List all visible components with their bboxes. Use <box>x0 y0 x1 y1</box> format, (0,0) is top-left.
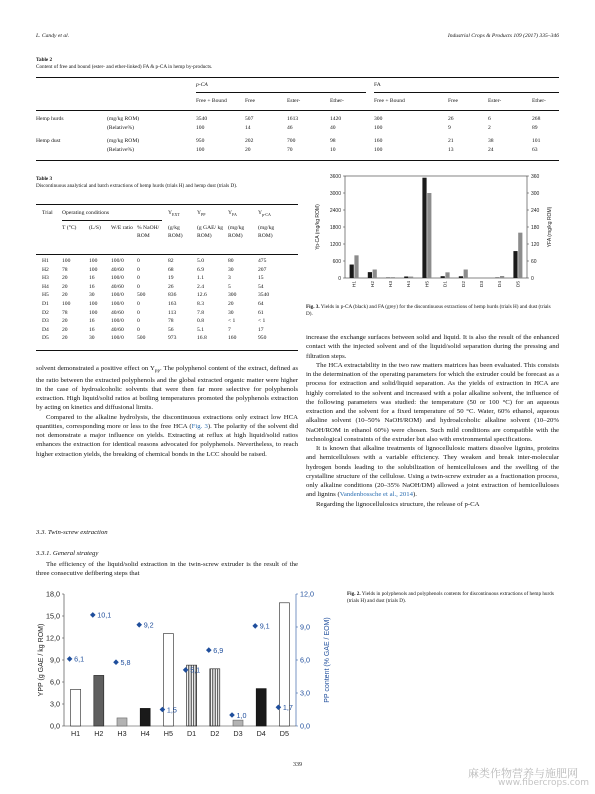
pp-content-label: 1,0 <box>236 710 247 720</box>
table-cell: 5.0 <box>197 258 204 264</box>
pp-content-marker <box>206 647 212 653</box>
table-cell: 40 <box>330 125 336 131</box>
paragraph: Compared to the alkaline hydrolysis, the discontinuous extractions only extract low HCA quantities, corresponding more or less to the free HCA (Fig. 3). The polarity of the solvent did not demonstrate a major influence on yields. Extracting at reflux at high liquid/solid ratios enhances the extraction for identical reasons advocated for polyphenols. Nevertheless, to reach higher extraction yields, the breaking of chemical bonds in the LCC should be raised. <box>36 413 299 458</box>
x-tick-label: D3 <box>233 729 243 738</box>
table3-unit-pca: (mg/kg ROM) <box>258 225 275 239</box>
table-cell: 1613 <box>287 116 299 122</box>
y-tick-label: 0,0 <box>50 721 60 731</box>
table-cell: 20 <box>62 292 68 299</box>
table-cell: 26 <box>448 116 454 122</box>
table2-subhead: Free <box>245 98 255 104</box>
section-heading-3-3-1: 3.3.1. General strategy <box>36 550 99 557</box>
paragraph: The efficiency of the liquid/solid extraction in the twin-screw extruder is the result of the three consecutive defibering steps that <box>36 561 298 578</box>
pca-bar <box>459 276 463 278</box>
x-tick-label: D1 <box>443 281 449 288</box>
table-cell: 20 <box>62 326 68 333</box>
x-tick-label: H4 <box>140 729 150 738</box>
table-cell: 160 <box>374 138 383 144</box>
pca-bar <box>513 251 517 278</box>
pp-content-label: 9,1 <box>259 621 270 631</box>
table-cell: 3540 <box>258 292 270 299</box>
table-cell: 6.9 <box>197 266 204 273</box>
table-cell: 82 <box>168 258 174 264</box>
right-column-text <box>306 333 559 509</box>
pp-yield-bar <box>94 675 104 726</box>
table-cell: 16 <box>89 326 95 333</box>
table-cell: D1 <box>42 301 49 307</box>
y2-tick-label: 60 <box>531 258 537 265</box>
table-cell: 507 <box>245 116 254 122</box>
y-tick-label: 3000 <box>329 190 341 197</box>
table-cell: < 1 <box>258 318 266 325</box>
y-tick-label: 18,0 <box>46 589 60 599</box>
y2-tick-label: 3,0 <box>300 688 310 698</box>
table-cell: 0 <box>137 275 140 282</box>
table-cell: H1 <box>42 258 49 264</box>
table-cell: 16.8 <box>197 335 207 342</box>
pp-content-label: 10,1 <box>97 610 112 620</box>
y-axis-label: YPP (g GAE / kg ROM) <box>38 623 45 697</box>
table-cell: 3540 <box>196 116 208 122</box>
table2-subhead: Ether- <box>532 98 546 104</box>
x-tick-label: H5 <box>163 729 174 738</box>
pp-content-marker <box>67 656 73 662</box>
table3-unit-ext: (g/kg ROM) <box>168 225 183 239</box>
table-cell: 12.6 <box>197 292 207 299</box>
x-tick-label: D5 <box>516 281 522 288</box>
table-cell: 64 <box>258 301 264 307</box>
table2-rule-pca <box>196 92 366 93</box>
fa-bar <box>373 270 377 279</box>
table-cell: 475 <box>258 258 267 264</box>
table-cell: 100/0 <box>111 318 124 325</box>
table3-sub-we: W/E ratio <box>111 225 133 231</box>
pp-yield-bar <box>71 689 81 726</box>
table3-h-trial: Trial <box>42 210 53 216</box>
table-cell: 40/60 <box>111 266 124 273</box>
table-cell: 15 <box>258 275 264 282</box>
table3-unit-fa: (mg/kg ROM) <box>228 225 245 239</box>
fig2-caption-label: Fig. 2. <box>347 591 361 597</box>
table-cell: 56 <box>168 326 174 333</box>
pca-bar <box>404 276 408 278</box>
table-cell: 950 <box>196 138 205 144</box>
pca-bar <box>422 178 426 278</box>
table2-row-unit: (mg/kg ROM) <box>107 138 140 144</box>
table-cell: 80 <box>228 258 234 264</box>
table2-group-fa: FA <box>374 82 381 88</box>
y2-tick-label: 360 <box>531 173 540 180</box>
table-cell: H5 <box>42 292 49 299</box>
running-header-authors: L. Candy et al. <box>36 33 70 39</box>
table-cell: 100 <box>196 147 205 153</box>
y-tick-label: 2400 <box>329 207 341 214</box>
pp-content-label: 5,1 <box>190 665 201 675</box>
table3-sub-ls: (L/S) <box>89 225 101 231</box>
fig3-link[interactable]: Fig. 3 <box>191 422 208 430</box>
x-tick-label: D3 <box>480 281 485 288</box>
table-cell: 20 <box>228 301 234 307</box>
y-tick-label: 15,0 <box>46 611 60 621</box>
table-cell: 61 <box>258 309 264 316</box>
table-row <box>0 335 300 344</box>
y-tick-label: 1200 <box>329 241 341 248</box>
y-tick-label: 6,0 <box>50 677 60 687</box>
watermark-url: www.fibercrops.com <box>498 778 589 788</box>
pca-bar <box>350 265 354 278</box>
x-tick-label: H1 <box>352 281 358 288</box>
table-cell: 100/0 <box>111 301 124 307</box>
pp-content-label: 6,9 <box>213 645 224 655</box>
table-cell: D5 <box>42 335 49 342</box>
table-cell: 500 <box>137 292 146 299</box>
x-tick-label: H3 <box>389 281 394 288</box>
y2-tick-label: 6,0 <box>300 655 310 665</box>
pp-content-marker <box>229 712 235 718</box>
pp-yield-bar <box>233 720 243 726</box>
table-cell: 268 <box>532 116 541 122</box>
table-cell: 10 <box>330 147 336 153</box>
table3-caption <box>36 176 298 189</box>
table-cell: 207 <box>258 266 267 273</box>
table-cell: 100 <box>89 309 98 316</box>
table-cell: 68 <box>168 266 174 273</box>
pp-content-marker <box>252 623 258 629</box>
pp-content-label: 1,5 <box>166 705 177 715</box>
table-cell: 0 <box>137 326 140 333</box>
table2-row-unit: (Relative%) <box>107 147 135 153</box>
table-cell: 836 <box>168 292 177 299</box>
paragraph: increase the exchange surfaces between solid and liquid. It is also the result of the enhanced contact with the injected solvent and of the liquid/solid separation during the pressing and filtration steps. <box>306 334 559 360</box>
x-tick-label: H1 <box>70 729 81 738</box>
y-tick-label: 600 <box>332 258 341 265</box>
paragraph: The HCA extractability in the two raw matters matrices has been evaluated. This consists in the determination of the operating parameters for which the extruder could be forecast as a process for extraction and solid/liquid separation. As the yields of extraction in HCA are highly correlated to the solvent and increased with a polar alkaline solvent, the influence of the following parameters was studied: the temperature (50 or 100 °C) for an aqueous extraction and the solvent for a fixed temperature of 50 °C. Water, 60% ethanol, aqueous alkaline solvent (10–50% NaOH/ROM) and hydroalcoholic alkaline solvent (10–20% NaOH/ROM in ethanol 60%) were chosen. Such mild conditions are compatible with the technological constraints of the extruder but also with environmental specifications. <box>306 361 559 443</box>
table2-rule-fa <box>374 92 559 93</box>
fig3-caption <box>306 304 558 317</box>
table2-group-pca: p-CA <box>196 82 208 88</box>
fa-bar <box>500 276 504 278</box>
table-cell: H3 <box>42 275 49 282</box>
table3-unit-pp: (g GAE/ kg ROM) <box>197 225 224 239</box>
y-tick-label: 12,0 <box>46 633 60 643</box>
table-cell: 100 <box>89 301 98 307</box>
table-cell: 0 <box>137 309 140 316</box>
table-cell: 21 <box>448 138 454 144</box>
table-cell: 2.4 <box>197 283 204 290</box>
y2-tick-label: 180 <box>531 224 540 231</box>
fig3-caption-label: Fig. 3. <box>306 304 320 310</box>
table3-h-yext: $Y_{EXT}$ <box>168 210 180 218</box>
table2-row-unit: (Relative%) <box>107 125 135 131</box>
fig3-caption-text: Yields in p-CA (black) and FA (grey) for the discontinuous extractions of hemp hurds (trials H) and dust (trials D). <box>306 304 551 317</box>
y2-axis-label: YFA (mg/kg ROM) <box>547 206 553 248</box>
left-column-text <box>36 364 298 459</box>
table-cell: 98 <box>330 138 336 144</box>
table-cell: 20 <box>62 318 68 325</box>
table-cell: 300 <box>228 292 237 299</box>
y2-tick-label: 12,0 <box>300 589 314 599</box>
table3-rule-conditions <box>62 220 162 221</box>
table-cell: D3 <box>42 318 49 325</box>
table-cell: 20 <box>62 283 68 290</box>
table-cell: 78 <box>168 318 174 325</box>
pca-bar <box>441 276 445 278</box>
table-cell: 30 <box>89 335 95 342</box>
table-cell: 17 <box>258 326 264 333</box>
table-cell: 8.3 <box>197 301 204 307</box>
table-cell: 19 <box>168 275 174 282</box>
table-cell: 100/0 <box>111 258 124 264</box>
x-tick-label: D2 <box>210 729 220 738</box>
table-cell: 950 <box>258 335 267 342</box>
pp-content-label: 9,2 <box>143 620 154 630</box>
table-row <box>0 147 595 156</box>
pp-yield-bar <box>210 669 220 726</box>
fig2-caption <box>347 591 559 604</box>
x-tick-label: H2 <box>370 281 376 288</box>
table-cell: 30 <box>228 309 234 316</box>
table2-subhead: Ester- <box>488 98 502 104</box>
x-tick-label: D1 <box>186 729 197 738</box>
table-cell: D4 <box>42 326 49 333</box>
pp-yield-bar <box>117 718 127 726</box>
table-cell: 89 <box>532 125 538 131</box>
table-cell: 70 <box>287 147 293 153</box>
table2-row-name: Hemp dust <box>36 138 61 144</box>
y-tick-label: 3600 <box>329 173 341 180</box>
table2-subhead: Ether- <box>330 98 344 104</box>
x-tick-label: H4 <box>407 281 413 288</box>
table-cell: 100 <box>62 258 71 264</box>
table-cell: 0 <box>137 258 140 264</box>
table2-label: Table 2 <box>36 57 53 63</box>
table-cell: 38 <box>488 138 494 144</box>
table3-h-conditions: Operating conditions <box>62 210 110 216</box>
table-cell: 0 <box>137 301 140 307</box>
table3-header <box>0 208 300 256</box>
table-cell: 100/0 <box>111 335 124 342</box>
y2-tick-label: 0,0 <box>300 721 310 731</box>
table-cell: 100/0 <box>111 275 124 282</box>
pp-content-marker <box>136 622 142 628</box>
fa-bar <box>391 277 395 278</box>
table2-caption-text: Content of free and bound (ester- and ether-linked) FA & p-CA in hemp by-products. <box>36 63 213 70</box>
table-row <box>0 125 595 134</box>
plot-frame <box>345 176 527 278</box>
table-cell: 40/60 <box>111 283 124 290</box>
running-header-journal: Industrial Crops & Products 109 (2017) 335–346 <box>447 33 559 39</box>
table-cell: H2 <box>42 266 49 273</box>
table-cell: 16 <box>89 283 95 290</box>
table3-h-yfa: $Y_{FA}$ <box>228 210 237 218</box>
table-cell: 100 <box>374 125 383 131</box>
x-tick-label: D4 <box>256 729 266 738</box>
table-cell: 5.1 <box>197 326 204 333</box>
table-cell: 16 <box>89 275 95 282</box>
table-cell: 973 <box>168 335 177 342</box>
table-cell: 78 <box>62 309 68 316</box>
y-tick-label: 0 <box>338 275 341 282</box>
paragraph: It is known that alkaline treatments of lignocellulosic matters dissolve lignins, proteins and hemicelluloses with a variable efficiency. They weaken and break inter-molecular hydrogen bonds leading to the solubilization of hemicelluloses and the swelling of the crystalline structure of the cellulose. Using a twin-screw extruder as a fractionation process, only alkaline conditions (20–35% NaOH/DM) allowed a joint extraction of hemicelluloses and lignins (Vandenbossche et al., 2014). <box>306 445 559 499</box>
x-tick-label: D5 <box>279 729 290 738</box>
y2-tick-label: 120 <box>531 241 540 248</box>
pp-yield-bar <box>140 708 150 726</box>
table2-caption <box>36 57 212 70</box>
table2-subhead: Ester- <box>287 98 301 104</box>
table-cell: 101 <box>532 138 541 144</box>
table-cell: 20 <box>62 275 68 282</box>
table-cell: 20 <box>245 147 251 153</box>
y-tick-label: 3,0 <box>50 699 60 709</box>
table-cell: 7 <box>228 326 231 333</box>
table-cell: 2 <box>488 125 491 131</box>
x-tick-label: H2 <box>94 729 104 738</box>
table-cell: 30 <box>228 266 234 273</box>
pp-content-marker <box>113 659 119 665</box>
table-cell: 0 <box>137 283 140 290</box>
table-cell: 3 <box>228 275 231 282</box>
table-cell: 163 <box>168 301 177 307</box>
table-cell: 0 <box>137 318 140 325</box>
table2-subhead: Free + Bound <box>196 98 227 104</box>
fig2-chart <box>34 584 334 744</box>
table-cell: 7.8 <box>197 309 204 316</box>
fig3-chart <box>305 168 559 300</box>
table3-caption-text: Discontinuous analytical and batch extractions of hemp hurds (trials H) and hemp dust (trials D). <box>36 182 238 189</box>
x-tick-label: H3 <box>117 729 127 738</box>
fa-bar <box>445 272 449 278</box>
table-cell: 500 <box>137 335 146 342</box>
fa-bar <box>518 233 522 278</box>
table2-rule-mid <box>36 110 559 111</box>
fa-bar <box>464 270 468 279</box>
paragraph: Regarding the lignocellulosics structure, the release of p-CA <box>316 500 480 508</box>
table-cell: 20 <box>62 335 68 342</box>
fa-bar <box>409 277 413 278</box>
y-tick-label: 1800 <box>329 224 341 231</box>
table2-subhead: Free <box>448 98 458 104</box>
table2-subheader-row <box>0 98 595 108</box>
table-cell: 46 <box>287 125 293 131</box>
table-cell: 100 <box>374 147 383 153</box>
x-tick-label: D4 <box>498 281 504 288</box>
table3-sub-naoh: % NaOH/ ROM <box>137 225 160 239</box>
fig2-caption-text: Yields in polyphenols and polyphenols contents for discontinuous extractions of hemp hurds (trials H) and dust (trials D). <box>347 591 554 604</box>
pp-yield-bar <box>256 689 266 726</box>
table-row <box>0 116 595 125</box>
table2-row-name: Hemp hurds <box>36 116 64 122</box>
table2-row-unit: (mg/kg ROM) <box>107 116 140 122</box>
table-cell: 13 <box>448 147 454 153</box>
table-cell: 100 <box>196 125 205 131</box>
table-cell: 300 <box>374 116 383 122</box>
section-heading-3-3: 3.3. Twin-screw extraction <box>36 529 108 536</box>
table-cell: 113 <box>168 309 177 316</box>
table-cell: 100 <box>62 301 71 307</box>
fa-bar <box>427 193 431 278</box>
left-column-text-2 <box>36 560 298 579</box>
pp-content-marker <box>90 612 96 618</box>
table3-label: Table 3 <box>36 176 53 182</box>
table-cell: 9 <box>448 125 451 131</box>
pp-content-label: 5,8 <box>120 658 131 667</box>
y2-axis-label: PP content (% GAE / EOM) <box>324 617 331 703</box>
table3-sub-t: T (°C) <box>62 225 77 231</box>
table-cell: 6 <box>488 116 491 122</box>
table-cell: 100 <box>89 266 98 273</box>
table-row <box>0 138 595 147</box>
fa-bar <box>354 255 358 278</box>
pca-bar <box>368 272 372 278</box>
table2-subhead: Free + Bound <box>374 98 405 104</box>
table-cell: 78 <box>62 266 68 273</box>
table3-rule-mid <box>36 254 298 255</box>
table-cell: 100/0 <box>111 292 124 299</box>
table-cell: 63 <box>532 147 538 153</box>
table-cell: D2 <box>42 309 49 316</box>
y2-tick-label: 0 <box>531 275 534 282</box>
table-cell: 160 <box>228 335 237 342</box>
table3-h-ypp: $Y_{PP}$ <box>197 210 206 218</box>
table3-h-ypca: $Y_{p-CA}$ <box>258 210 271 218</box>
y2-tick-label: 9,0 <box>300 622 310 632</box>
table-cell: 40/60 <box>111 326 124 333</box>
watermark: 麻类作物营养与施肥网 <box>468 767 578 780</box>
page-number: 339 <box>293 762 302 768</box>
table-cell: 100 <box>89 258 98 264</box>
paragraph: solvent demonstrated a positive effect on $Y_{PP}$. The polyphenol content of the extract, defined as the ratio between the extracted polyphenols and the global extracted organic matter were higher in the case of hydroalcoholic solvents that were then far more selective for polyphenols extraction. High liquid/solid ratios at boiling temperatures promoted the polyphenols extraction by acting on kinetics and diffusional limits. <box>36 365 298 412</box>
x-tick-label: D2 <box>461 281 467 288</box>
y2-tick-label: 300 <box>531 190 540 197</box>
table-cell: 1420 <box>330 116 342 122</box>
table-cell: 40/60 <box>111 309 124 316</box>
table-cell: 0 <box>137 266 140 273</box>
table-cell: 700 <box>287 138 296 144</box>
y-axis-label: Yp-CA (mg/kg ROM) <box>315 204 321 250</box>
pp-content-label: 1,7 <box>282 703 293 713</box>
pp-content-label: 6,1 <box>74 654 85 664</box>
table-cell: < 1 <box>228 318 236 325</box>
table-cell: H4 <box>42 283 49 290</box>
table-cell: 0.8 <box>197 318 204 325</box>
table3-rule-bottom <box>36 350 298 351</box>
table2-rule-top <box>36 77 559 78</box>
x-tick-label: H5 <box>425 281 431 288</box>
vandenbossche-2014-link[interactable]: Vandenbossche et al., 2014 <box>339 491 414 499</box>
y2-tick-label: 240 <box>531 207 540 214</box>
y-tick-label: 9,0 <box>50 655 60 665</box>
table-cell: 202 <box>245 138 254 144</box>
table-cell: 26 <box>168 283 174 290</box>
table-cell: 30 <box>89 292 95 299</box>
table-cell: 5 <box>228 283 231 290</box>
table-cell: 54 <box>258 283 264 290</box>
table-cell: 24 <box>488 147 494 153</box>
table2-rule-bottom <box>36 160 559 161</box>
table-cell: 14 <box>245 125 251 131</box>
table-cell: 16 <box>89 318 95 325</box>
table-cell: 1.1 <box>197 275 204 282</box>
table3-rule-top <box>36 204 298 205</box>
